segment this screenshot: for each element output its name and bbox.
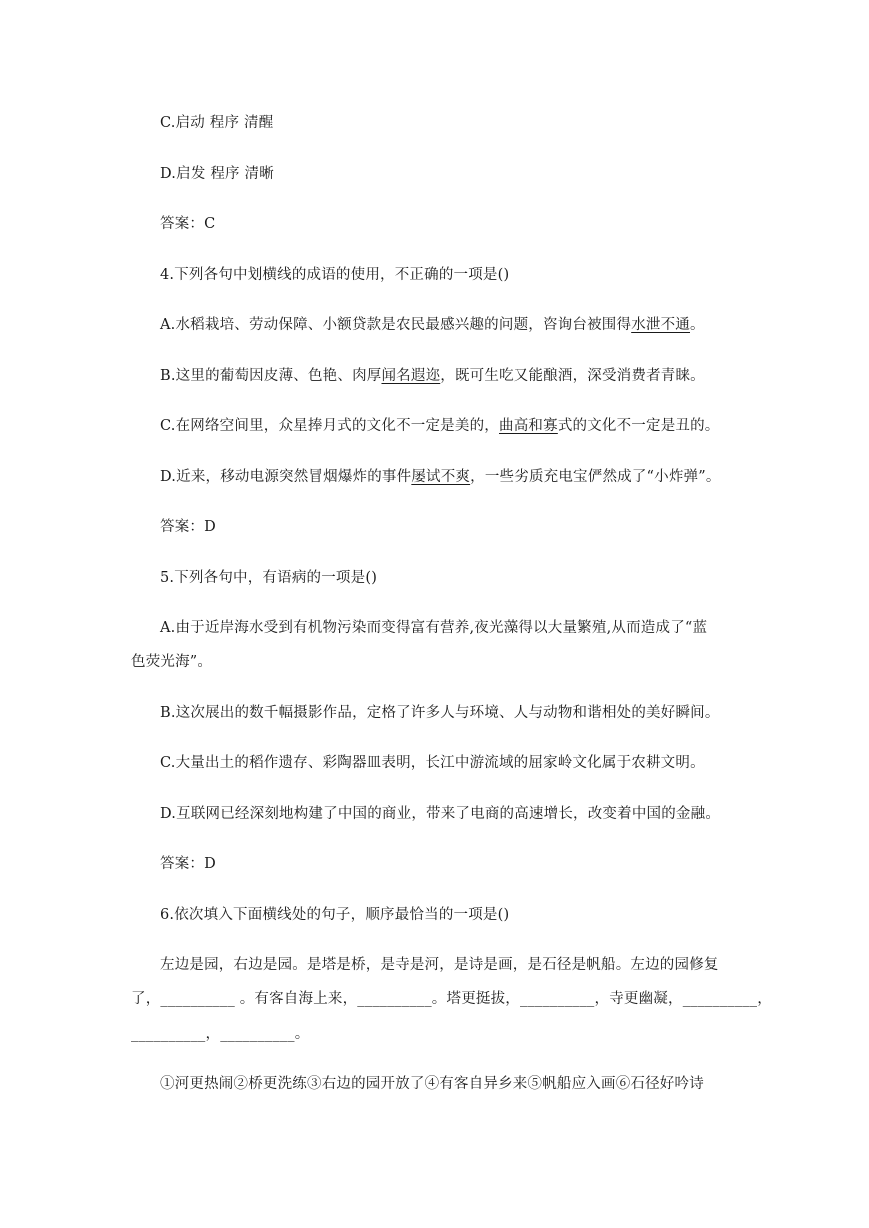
- q5-option-a-line1: A.由于近岸海水受到有机物污染而变得富有营养,夜光藻得以大量繁殖,从而造成了“蓝: [160, 620, 708, 636]
- q5-option-a-line2: 色荧光海”。: [131, 654, 213, 670]
- q5-stem: 5.下列各句中，有语病的一项是(): [160, 570, 378, 586]
- q6-passage-line1: 左边是园，右边是园。是塔是桥，是寺是河，是诗是画，是石径是帆船。左边的园修复: [160, 957, 719, 973]
- q5-option-d: D.互联网已经深刻地构建了中国的商业，带来了电商的高速增长，改变着中国的金融。: [160, 806, 721, 822]
- q5-answer: 答案：D: [160, 856, 216, 872]
- underlined-idiom: 屡试不爽: [411, 469, 471, 485]
- q4-option-d: D.近来，移动电源突然冒烟爆炸的事件屡试不爽，一些劣质充电宝俨然成了“小炸弹”。: [160, 469, 721, 485]
- q4-answer: 答案：D: [160, 519, 216, 535]
- underlined-idiom: 水泄不通: [631, 317, 690, 333]
- q6-passage-line2: 了，__________ 。有客自海上来，__________。塔更挺拔，__________，寺更幽凝，__________，: [131, 991, 772, 1007]
- q3-option-d: D.启发 程序 清晰: [160, 166, 274, 182]
- q5-option-b: B.这次展出的数千幅摄影作品，定格了许多人与环境、人与动物和谐相处的美好瞬间。: [160, 705, 720, 721]
- q4-stem: 4.下列各句中划横线的成语的使用，不正确的一项是(): [160, 267, 510, 283]
- underlined-idiom: 闻名遐迩: [381, 368, 441, 384]
- q6-passage-line3: __________，__________。: [131, 1026, 310, 1042]
- q6-options: ①河更热闹②桥更洗练③右边的园开放了④有客自异乡来⑤帆船应入画⑥石径好吟诗: [160, 1076, 704, 1092]
- underlined-idiom: 曲高和寡: [499, 418, 558, 434]
- q4-option-b: B.这里的葡萄因皮薄、色艳、肉厚闻名遐迩，既可生吃又能酿酒，深受消费者青睐。: [160, 368, 705, 384]
- q4-option-a: A.水稻栽培、劳动保障、小额贷款是农民最感兴趣的问题，咨询台被围得水泄不通。: [160, 317, 705, 333]
- q3-answer: 答案：C: [160, 216, 216, 232]
- q6-stem: 6.依次填入下面横线处的句子，顺序最恰当的一项是(): [160, 907, 510, 923]
- q4-option-c: C.在网络空间里，众星捧月式的文化不一定是美的，曲高和寡式的文化不一定是丑的。: [160, 418, 720, 434]
- q3-option-c: C.启动 程序 清醒: [160, 115, 274, 131]
- q5-option-c: C.大量出土的稻作遗存、彩陶器皿表明，长江中游流域的屈家岭文化属于农耕文明。: [160, 755, 705, 771]
